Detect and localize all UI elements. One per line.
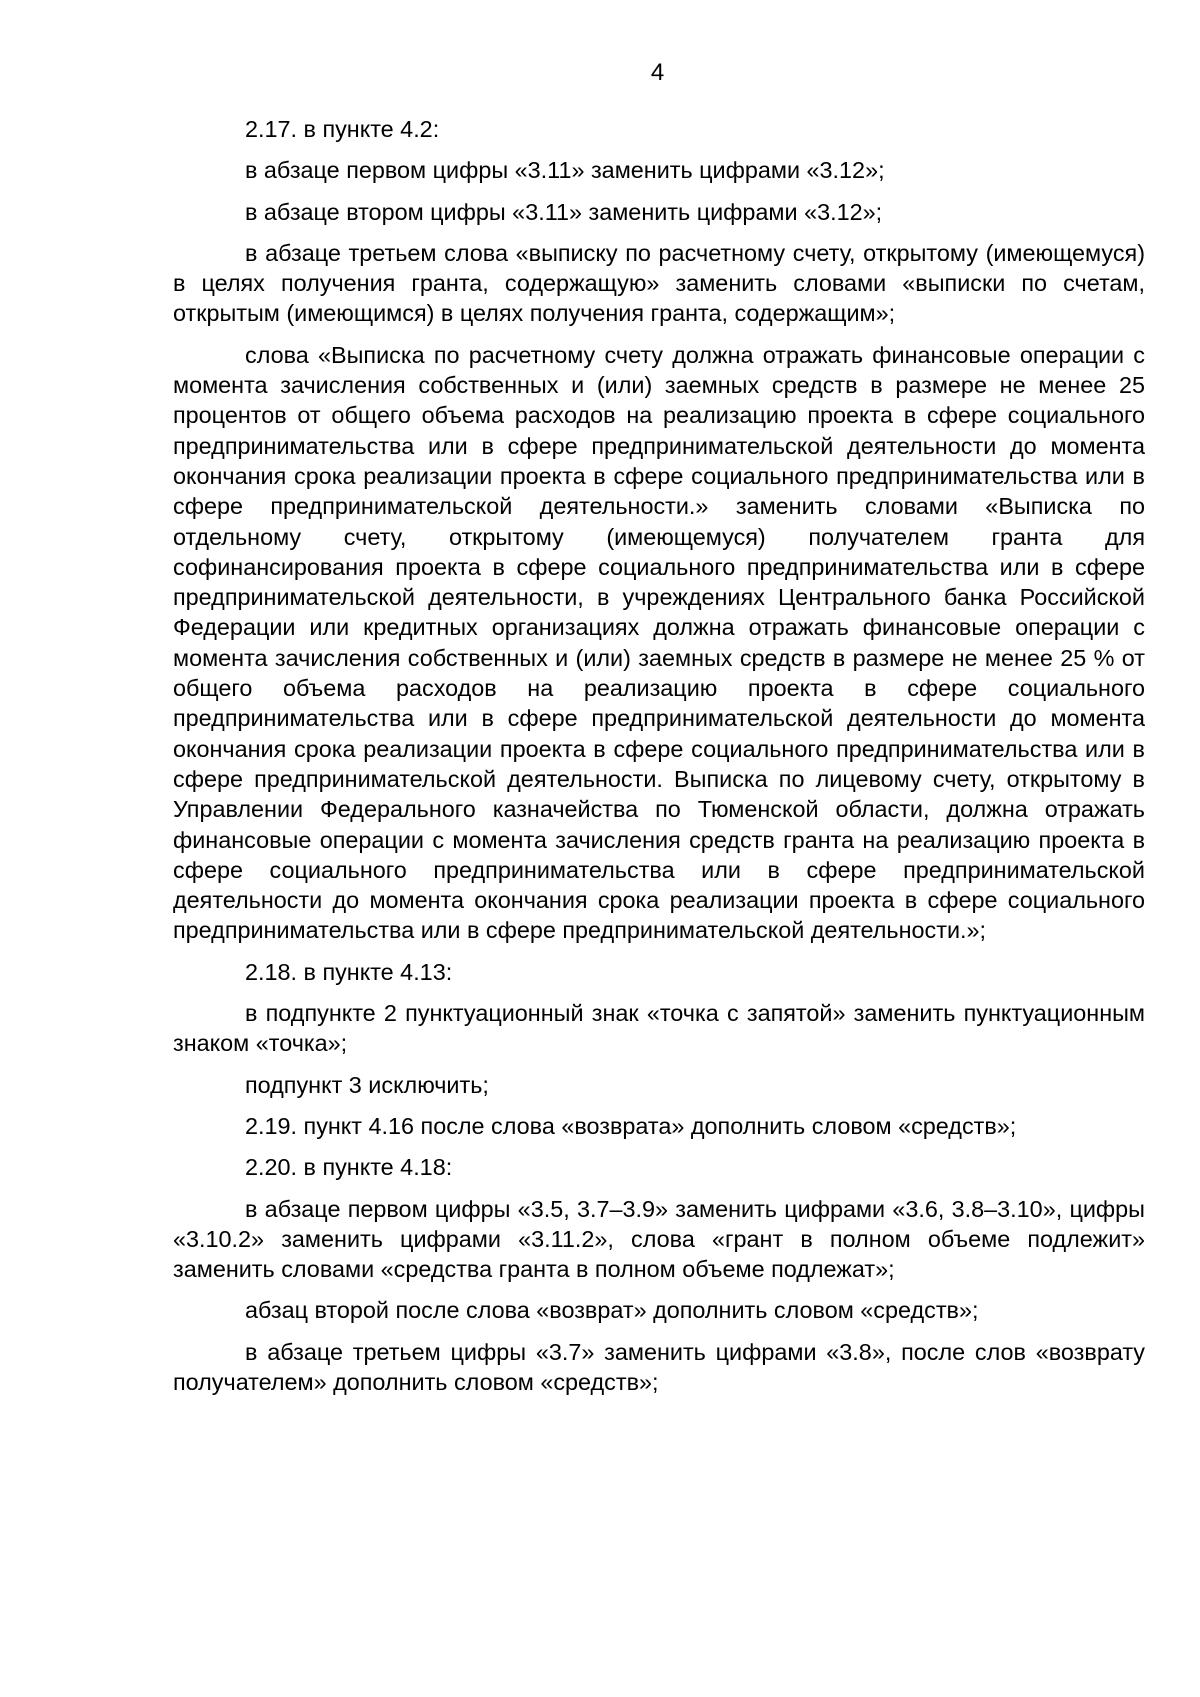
paragraph-2-17-heading: 2.17. в пункте 4.2:: [245, 116, 440, 142]
paragraph-2-20-second-abzac: абзац второй после слова «возврат» дополнить словом «средств»;: [245, 1297, 979, 1324]
paragraph-2-20-third-abzac: в абзаце третьем цифры «3.7» заменить цифрами «3.8», после слов «возврату получателем» дополнить словом «средств»;: [173, 1338, 1145, 1395]
paragraph-2-20-first-abzac: в абзаце первом цифры «3.5, 3.7–3.9» заменить цифрами «3.6, 3.8–3.10», цифры «3.10.2» заменить цифрами «3.11.2», слова «грант в полном объеме подлежит» заменить словами «средства гранта в полном объеме подлежат»;: [173, 1195, 1145, 1283]
paragraph-2-20-heading: 2.20. в пункте 4.18:: [245, 1154, 453, 1181]
paragraph-2-17-second-abzac: в абзаце втором цифры «3.11» заменить цифрами «3.12»;: [245, 198, 883, 225]
paragraph-2-19: 2.19. пункт 4.16 после слова «возврата» дополнить словом «средств»;: [245, 1112, 1017, 1139]
paragraph-2-17-vypiska-replacement: слова «Выписка по расчетному счету должна отражать финансовые операции с момента зачисления собственных и (или) заемных средств в размере не менее 25 процентов от общего объема расходов на реализацию проекта в сфере социального предпринимательства или в сфере предпринимательской деятельности до момента окончания срока реализации проекта в сфере социального предпринимательства или в сфере предпринимательской деятельности.» заменить словами «Выписка по отдельному счету, открытому (имеющемуся) получателем гранта для софинансирования проекта в сфере социального предпринимательства или в сфере предпринимательской деятельности, в учреждениях Центрального банка Российской Федерации или кредитных организациях должна отражать финансовые операции с момента зачисления собственных и (или) заемных средств в размере не менее 25 % от общего объема расходов на реализацию проекта в сфере социального предпринимательства или в сфере предпринимательской деятельности до момента окончания срока реализации проекта в сфере социального предпринимательства или в сфере предпринимательской деятельности. Выписка по лицевому счету, открытому в Управлении Федерального казначейства по Тюменской области, должна отражать финансовые операции с момента зачисления средств гранта на реализацию проекта в сфере социального предпринимательства или в сфере предпринимательской деятельности до момента окончания срока реализации проекта в сфере социального предпринимательства или в сфере предпринимательской деятельности.»;: [173, 341, 1145, 944]
paragraph-2-18-subitem-2: в подпункте 2 пунктуационный знак «точка с запятой» заменить пунктуационным знаком «точка»;: [173, 1000, 1145, 1057]
paragraph-2-18-subitem-3: подпункт 3 исключить;: [245, 1071, 489, 1098]
paragraph-2-18-heading: 2.18. в пункте 4.13:: [245, 958, 453, 985]
paragraph-2-17-first-abzac: в абзаце первом цифры «3.11» заменить цифрами «3.12»;: [245, 157, 885, 184]
page-number: 4: [650, 59, 665, 86]
document-body: [173, 114, 1145, 1408]
paragraph-2-17-third-abzac: в абзаце третьем слова «выписку по расчетному счету, открытому (имеющемуся) в целях получения гранта, содержащую» заменить словами «выписки по счетам, открытым (имеющимся) в целях получения гранта, содержащим»;: [173, 239, 1145, 327]
